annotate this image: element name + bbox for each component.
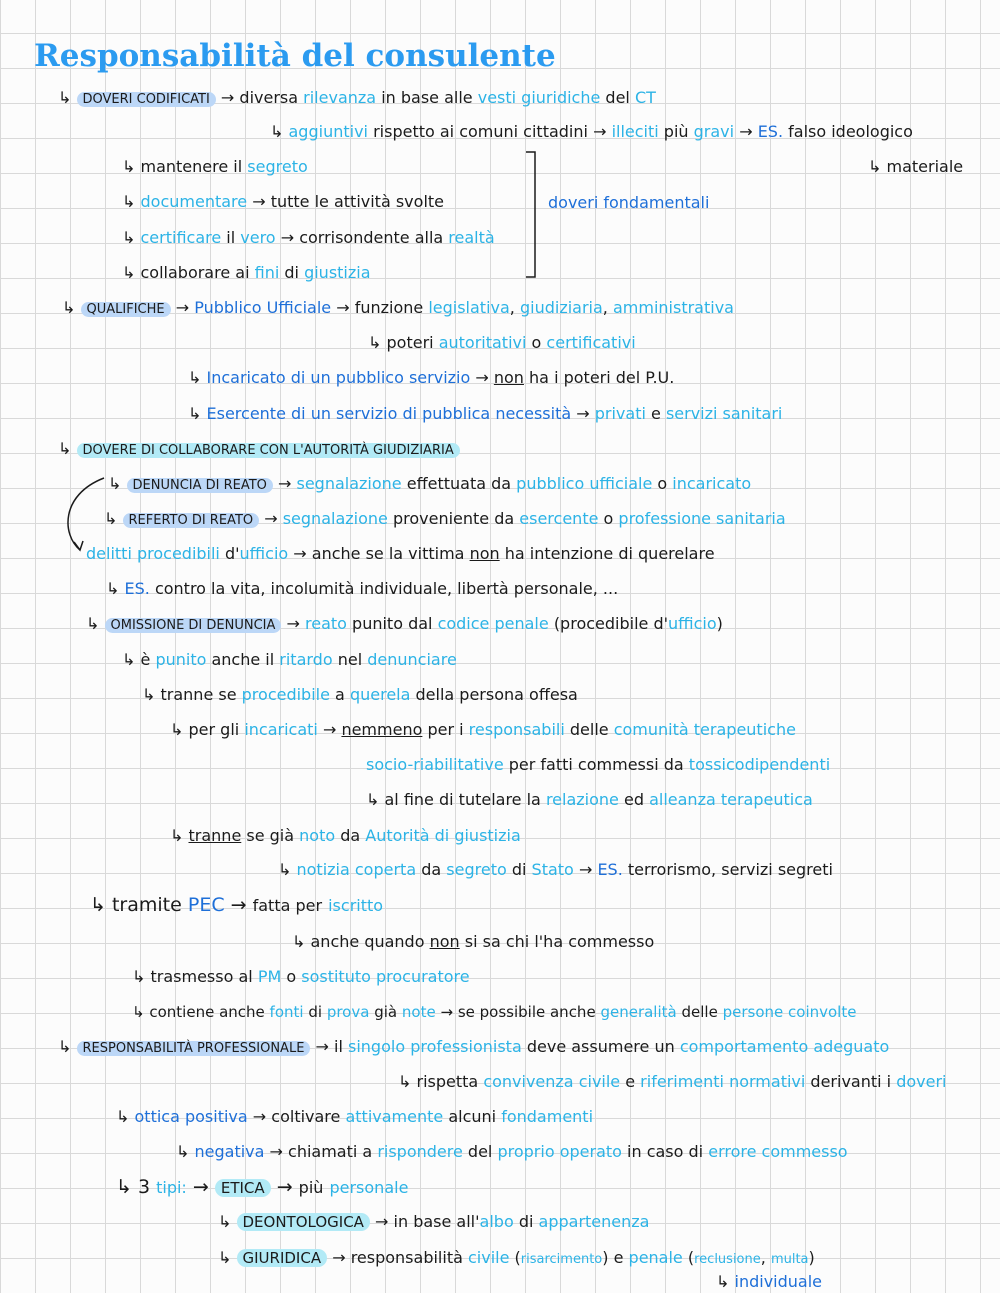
hook-arrow-icon: ↳ bbox=[132, 967, 146, 986]
row-omissione: ↳ OMISSIONE DI DENUNCIA → reato punito dal codice penale (procedibile d'ufficio) bbox=[86, 614, 723, 633]
hook-arrow-icon: ↳ bbox=[170, 826, 184, 845]
row-materiale: ↳ materiale bbox=[868, 157, 964, 176]
hook-arrow-icon: ↳ bbox=[122, 650, 136, 669]
hook-arrow-icon: ↳ bbox=[398, 1072, 412, 1091]
hook-arrow-icon: ↳ bbox=[62, 298, 76, 317]
row-ottica: ↳ ottica positiva → coltivare attivamente alcuni fondamenti bbox=[116, 1107, 594, 1126]
list-item: ↳ certificare il vero → corrisondente alla realtà bbox=[122, 228, 495, 247]
right-arrow-icon: → bbox=[322, 720, 337, 739]
right-arrow-icon: → bbox=[252, 192, 266, 211]
hook-arrow-icon: ↳ bbox=[90, 894, 106, 916]
row-denuncia: ↳ DENUNCIA DI REATO → segnalazione effettuata da pubblico ufficiale o incaricato bbox=[108, 474, 752, 493]
row-incaricato: ↳ Incaricato di un pubblico servizio → non ha i poteri del P.U. bbox=[188, 368, 675, 387]
row-esercente: ↳ Esercente di un servizio di pubblica necessità → privati e servizi sanitari bbox=[188, 404, 783, 423]
right-arrow-icon: → bbox=[375, 1212, 389, 1231]
row-tranne-noto: ↳ tranne se già noto da Autorità di giustizia bbox=[170, 826, 521, 845]
row-giuridica: ↳ GIURIDICA → responsabilità civile (risarcimento) e penale (reclusione, multa) bbox=[218, 1248, 815, 1267]
right-arrow-icon: → bbox=[264, 509, 278, 528]
label-omissione: OMISSIONE DI DENUNCIA bbox=[105, 618, 282, 633]
hook-arrow-icon: ↳ bbox=[170, 720, 184, 739]
hook-arrow-icon: ↳ bbox=[868, 157, 882, 176]
hook-arrow-icon: ↳ bbox=[122, 157, 136, 176]
bracket-doveri bbox=[526, 152, 535, 277]
hook-arrow-icon: ↳ bbox=[58, 88, 72, 107]
list-item: ↳ documentare → tutte le attività svolte bbox=[122, 192, 444, 211]
hook-arrow-icon: ↳ bbox=[122, 263, 136, 282]
row-notizia: ↳ notizia coperta da segreto di Stato → ES. terrorismo, servizi segreti bbox=[278, 860, 833, 879]
right-arrow-icon: → bbox=[578, 860, 593, 879]
list-item: ↳ collaborare ai fini di giustizia bbox=[122, 263, 371, 282]
hook-arrow-icon: ↳ bbox=[108, 474, 122, 493]
row-tipi: ↳ 3 tipi: → ETICA → più personale bbox=[116, 1176, 409, 1198]
section-label-qualifiche: QUALIFICHE bbox=[81, 302, 171, 317]
right-arrow-icon: → bbox=[293, 544, 307, 563]
label-denuncia: DENUNCIA DI REATO bbox=[127, 478, 273, 493]
right-arrow-icon: → bbox=[332, 1248, 346, 1267]
hook-arrow-icon: ↳ bbox=[176, 1142, 190, 1161]
row-individuale: ↳ individuale bbox=[716, 1272, 822, 1291]
row-trasmesso: ↳ trasmesso al PM o sostituto procuratore bbox=[132, 967, 470, 986]
list-item: ↳ mantenere il segreto bbox=[122, 157, 308, 176]
row-fine: ↳ al fine di tutelare la relazione ed alleanza terapeutica bbox=[366, 790, 813, 809]
row-incaricati: ↳ per gli incaricati → nemmeno per i responsabili delle comunità terapeutiche bbox=[170, 720, 796, 739]
hook-arrow-icon: ↳ bbox=[122, 228, 136, 247]
right-arrow-icon: → bbox=[280, 228, 295, 247]
bracket-label: doveri fondamentali bbox=[548, 193, 710, 212]
hook-arrow-icon: ↳ bbox=[366, 790, 380, 809]
row-negativa: ↳ negativa → chiamati a rispondere del proprio operato in caso di errore commesso bbox=[176, 1142, 848, 1161]
right-arrow-icon: → bbox=[192, 1176, 209, 1198]
hook-arrow-icon: ↳ bbox=[218, 1248, 232, 1267]
row-referto: ↳ REFERTO DI REATO → segnalazione proveniente da esercente o professione sanitaria bbox=[104, 509, 786, 528]
hook-arrow-icon: ↳ bbox=[116, 1176, 132, 1198]
row-collaborare bbox=[58, 439, 460, 461]
hook-arrow-icon: ↳ bbox=[188, 368, 202, 387]
row-deontologica: ↳ DEONTOLOGICA → in base all'albo di appartenenza bbox=[218, 1212, 650, 1231]
row-tranne-querela: ↳ tranne se procedibile a querela della persona offesa bbox=[142, 685, 578, 704]
right-arrow-icon: → bbox=[593, 122, 607, 141]
label-referto: REFERTO DI REATO bbox=[123, 513, 260, 528]
right-arrow-icon: → bbox=[336, 298, 350, 317]
right-arrow-icon: → bbox=[440, 1003, 454, 1021]
section-label-doveri: DOVERI CODIFICATI bbox=[77, 92, 216, 107]
hook-arrow-icon: ↳ bbox=[86, 614, 100, 633]
hook-arrow-icon: ↳ bbox=[270, 122, 284, 141]
row-qualifiche: ↳ QUALIFICHE → Pubblico Ufficiale → funzione legislativa, giudiziaria, amministrativa bbox=[62, 298, 734, 317]
row-rispetta: ↳ rispetta convivenza civile e riferimenti normativi derivanti i doveri bbox=[398, 1072, 947, 1091]
hook-arrow-icon: ↳ bbox=[116, 1107, 130, 1126]
page-title: Responsabilità del consulente bbox=[34, 38, 556, 74]
hook-arrow-icon: ↳ bbox=[716, 1272, 730, 1291]
hook-arrow-icon: ↳ bbox=[188, 404, 202, 423]
row-responsabilita: ↳ RESPONSABILITÀ PROFESSIONALE → il singolo professionista deve assumere un comportamento adeguato bbox=[58, 1037, 890, 1056]
label-giuridica: GIURIDICA bbox=[237, 1249, 328, 1267]
right-arrow-icon: → bbox=[230, 894, 247, 916]
hook-arrow-icon: ↳ bbox=[278, 860, 292, 879]
hook-arrow-icon: ↳ bbox=[104, 509, 118, 528]
right-arrow-icon: → bbox=[315, 1037, 329, 1056]
hook-arrow-icon: ↳ bbox=[106, 579, 120, 598]
hook-arrow-icon: ↳ bbox=[58, 1037, 72, 1056]
hook-arrow-icon: ↳ bbox=[218, 1212, 232, 1231]
hook-arrow-icon: ↳ bbox=[292, 932, 306, 951]
right-arrow-icon: → bbox=[576, 404, 590, 423]
right-arrow-icon: → bbox=[475, 368, 489, 387]
label-deontologica: DEONTOLOGICA bbox=[237, 1213, 370, 1231]
right-arrow-icon: → bbox=[220, 88, 235, 107]
row-delitti: delitti procedibili d'ufficio → anche se la vittima non ha intenzione di querelare bbox=[86, 544, 715, 563]
right-arrow-icon: → bbox=[286, 614, 300, 633]
row-contiene: ↳ contiene anche fonti di prova già note → se possibile anche generalità delle persone coinvolte bbox=[132, 1003, 857, 1021]
section-label-responsabilita: RESPONSABILITÀ PROFESSIONALE bbox=[77, 1041, 311, 1056]
right-arrow-icon: → bbox=[252, 1107, 267, 1126]
hook-arrow-icon: ↳ bbox=[132, 1003, 145, 1021]
row-punito: ↳ è punito anche il ritardo nel denunciare bbox=[122, 650, 457, 669]
row-pec: ↳ tramite PEC → fatta per iscritto bbox=[90, 894, 384, 916]
row-poteri: ↳ poteri autoritativi o certificativi bbox=[368, 333, 636, 352]
row-aggiuntivi: ↳ aggiuntivi rispetto ai comuni cittadini → illeciti più gravi → ES. falso ideologico bbox=[270, 122, 913, 141]
hook-arrow-icon: ↳ bbox=[58, 439, 72, 458]
row-anche-quando: ↳ anche quando non si sa chi l'ha commesso bbox=[292, 932, 655, 951]
hook-arrow-icon: ↳ bbox=[122, 192, 136, 211]
curved-arrow-delitti bbox=[68, 478, 104, 550]
right-arrow-icon: → bbox=[278, 474, 292, 493]
hook-arrow-icon: ↳ bbox=[142, 685, 156, 704]
row-doveri: ↳ DOVERI CODIFICATI → diversa rilevanza in base alle vesti giuridiche del CT bbox=[58, 88, 656, 107]
hook-arrow-icon: ↳ bbox=[368, 333, 382, 352]
label-etica: ETICA bbox=[215, 1179, 271, 1197]
right-arrow-icon: → bbox=[739, 122, 753, 141]
right-arrow-icon: → bbox=[175, 298, 190, 317]
right-arrow-icon: → bbox=[269, 1142, 283, 1161]
section-label-collaborare: DOVERE DI COLLABORARE CON L'AUTORITÀ GIUDIZIARIA bbox=[77, 443, 460, 458]
right-arrow-icon: → bbox=[276, 1176, 293, 1198]
row-es: ↳ ES. contro la vita, incolumità individuale, libertà personale, ... bbox=[106, 579, 619, 598]
row-socio: socio-riabilitative per fatti commessi da tossicodipendenti bbox=[366, 755, 831, 774]
